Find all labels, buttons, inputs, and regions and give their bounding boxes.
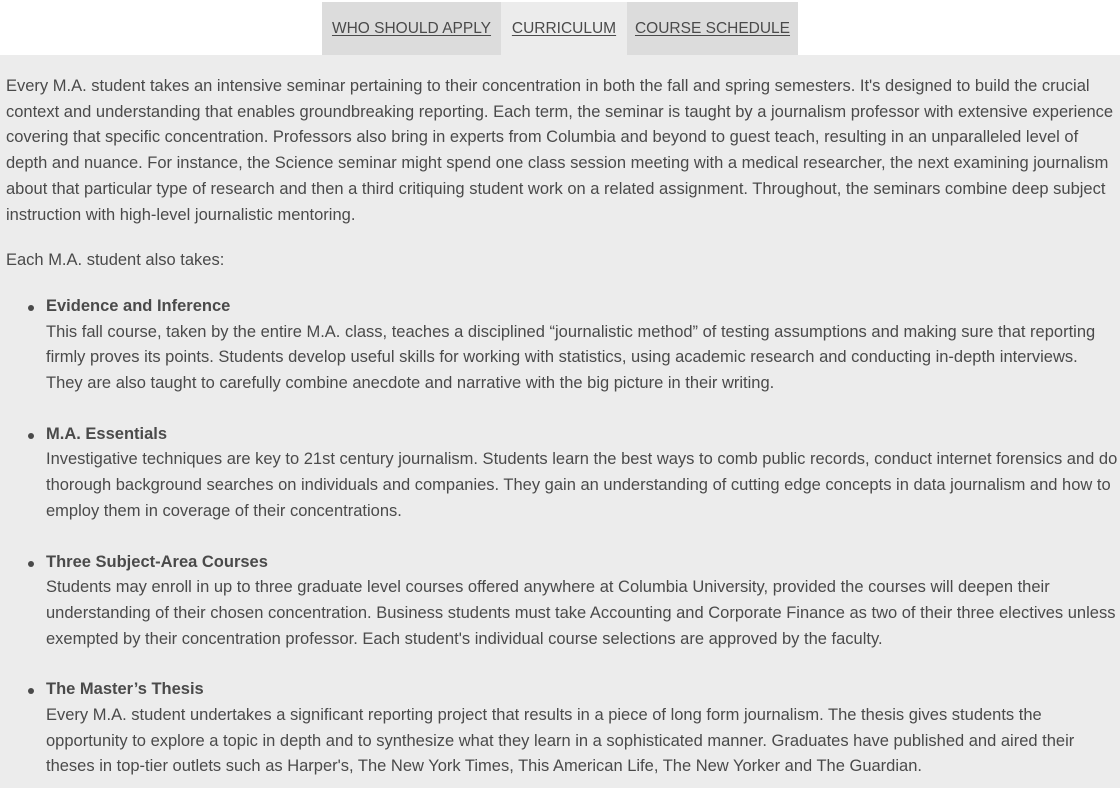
list-item: [46, 677, 1118, 780]
course-description: Every M.A. student undertakes a significant reporting project that results in a piece of long form journalism. The thesis gives students the opportunity to explore a topic in depth and to synthesize what they learn in a sophisticated manner. Graduates have published and aired their theses in top-tier outlets such as Harper's, The New York Times, This American Life, The New Yorker and The Guardian.: [46, 706, 1075, 776]
list-item: [46, 422, 1118, 525]
tab-course-schedule[interactable]: COURSE SCHEDULE: [627, 2, 798, 55]
course-description: Investigative techniques are key to 21st century journalism. Students learn the best ways to comb public records, conduct internet forensics and do thorough background searches on individuals and companies. They gain an understanding of cutting edge concepts in data journalism and how to employ them in coverage of their concentrations.: [46, 450, 1118, 520]
intro-paragraph: Every M.A. student takes an intensive seminar pertaining to their concentration in both the fall and spring semesters. It's designed to build the crucial context and understanding that enables groundbreaking reporting. Each term, the seminar is taught by a journalism professor with extensive experience covering that specific concentration. Professors also bring in experts from Columbia and beyond to guest teach, resulting in an unparalleled level of depth and nuance. For instance, the Science seminar might spend one class session meeting with a medical researcher, the next examining journalism about that particular type of research and then a third critiquing student work on a related assignment. Throughout, the seminars combine deep subject instruction with high-level journalistic mentoring.: [6, 77, 1114, 224]
list-item: [46, 294, 1118, 397]
course-description: Students may enroll in up to three graduate level courses offered anywhere at Columbia University, provided the courses will deepen their understanding of their chosen concentration. Business students must take Accounting and Corporate Finance as two of their three electives unless exempted by their concentration professor. Each student's individual course selections are approved by the faculty.: [46, 578, 1116, 648]
course-list: [6, 294, 1118, 780]
tab-who-should-apply[interactable]: WHO SHOULD APPLY: [322, 2, 501, 55]
also-takes-text: Each M.A. student also takes:: [6, 251, 225, 270]
course-description: This fall course, taken by the entire M.A. class, teaches a disciplined “journalistic method” of testing assumptions and making sure that reporting firmly proves its points. Students develop useful skills for working with statistics, using academic research and conducting in-depth interviews. They are also taught to carefully combine anecdote and narrative with the big picture in their writing.: [46, 322, 1096, 393]
course-title: The Master’s Thesis: [46, 680, 204, 699]
course-title: Three Subject-Area Courses: [46, 552, 268, 571]
tab-bar: [0, 0, 1120, 55]
course-title: Evidence and Inference: [46, 296, 231, 315]
list-item: [46, 550, 1118, 653]
tab-curriculum[interactable]: CURRICULUM: [501, 2, 627, 55]
course-title: M.A. Essentials: [46, 424, 168, 443]
curriculum-panel: [0, 55, 1120, 788]
